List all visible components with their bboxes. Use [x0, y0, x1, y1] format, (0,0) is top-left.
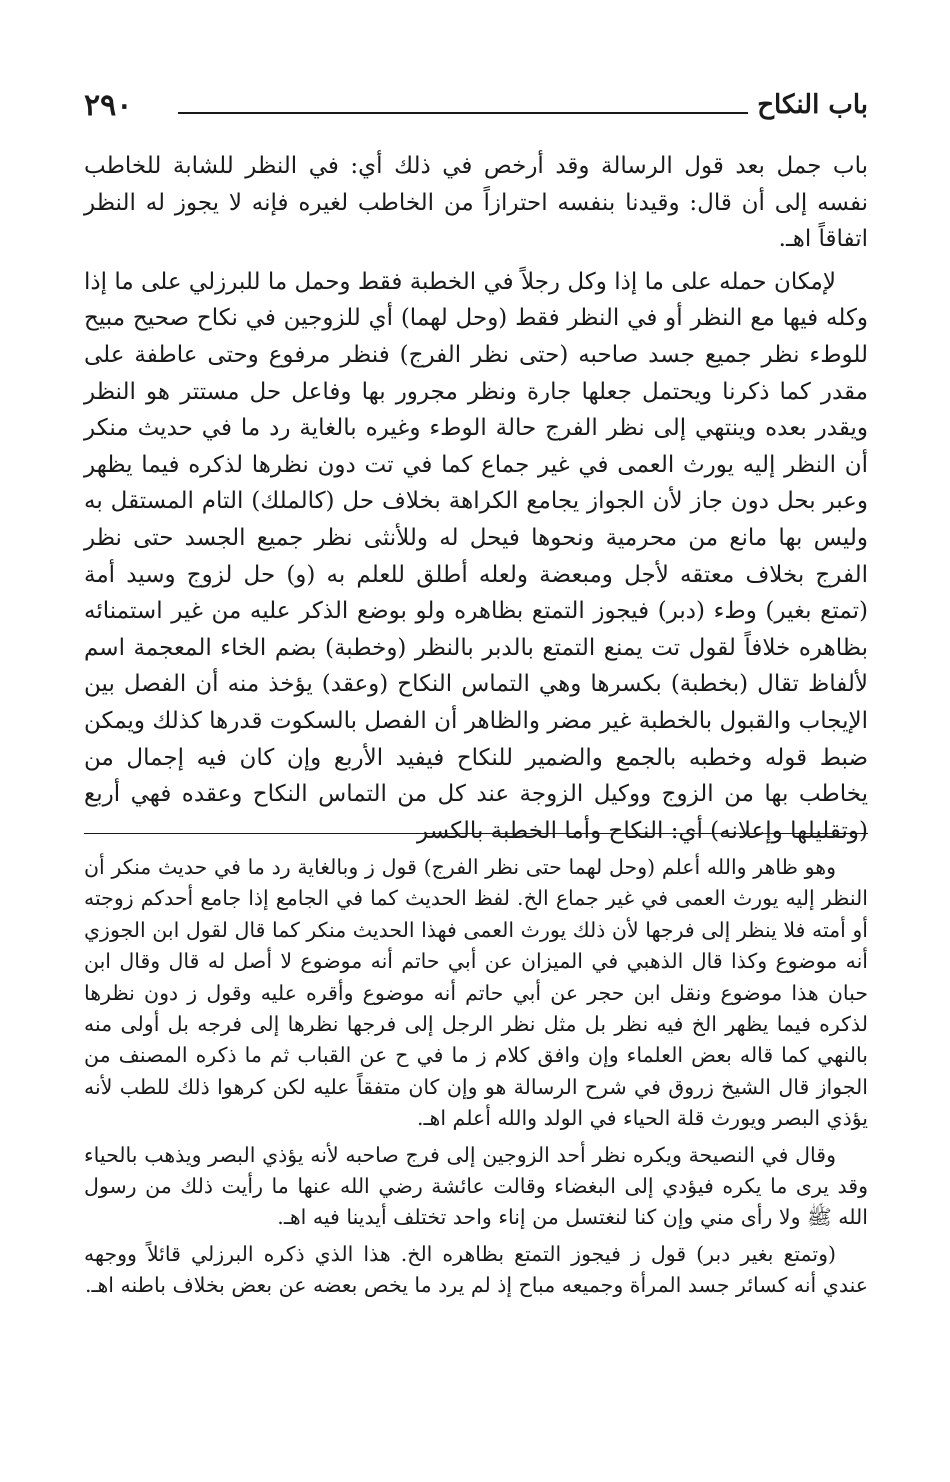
footnote-paragraph: وقال في النصيحة ويكره نظر أحد الزوجين إلى فرج صاحبه لأنه يؤذي البصر ويذهب بالحياء وقد يرى ما يكره فيؤدي إلى البغضاء وقالت عائشة رضي الله عنها ما رأيت ذلك من رسول الله ﷺ ولا رأى مني وإن كنا لنغتسل من إناء واحد تختلف أيدينا فيه اهـ.	[84, 1142, 868, 1230]
page-number: ٢٩٠	[84, 88, 133, 123]
page-header	[84, 86, 868, 130]
header-rule	[178, 112, 748, 114]
footnote-paragraph: وهو ظاهر والله أعلم (وحل لهما حتى نظر الفرج) قول ز وبالغاية رد ما في حديث منكر أن النظر إليه يورث العمى في غير جماع الخ. لفظ الحديث كما في الجامع إذا جامع أحدكم زوجته أو أمته فلا ينظر إلى فرجها لأن ذلك يورث العمى فهذا الحديث منكر كما قال لقول ابن الجوزي أنه موضوع وكذا قال الذهبي في الميزان عن أبي حاتم أنه موضوع لا أصل له قال وقال ابن حبان هذا موضوع ونقل ابن حجر عن أبي حاتم أنه موضوع وأقره عليه وقول ز دون نظرها لذكره فيما يظهر الخ فيه نظر بل مثل نظر الرجل إلى فرجها نظرها إلى فرجه بل أولى منه بالنهي كما قاله بعض العلماء وإن وافق كلام ز ما في ح عن القباب ثم ما ذكره المصنف من الجواز قال الشيخ زروق في شرح الرسالة هو وإن كان متفقاً عليه لكن كرهوا ذلك للطب لأنه يؤذي البصر ويورث قلة الحياء في الولد والله أعلم اهـ.	[84, 855, 868, 1131]
chapter-title: باب النكاح	[757, 90, 868, 120]
footnotes	[84, 852, 868, 1307]
footnote-separator	[84, 833, 868, 834]
main-text	[84, 148, 868, 855]
main-paragraph: باب جمل بعد قول الرسالة وقد أرخص في ذلك أي: في النظر للشابة للخاطب نفسه إلى أن قال: وقيدنا بنفسه احترازاً من الخاطب لغيره فإنه لا يجوز له النظر اتفاقاً اهـ.	[84, 153, 868, 253]
main-paragraph: لإمكان حمله على ما إذا وكل رجلاً في الخطبة فقط وحمل ما للبرزلي على ما إذا وكله فيها مع النظر أو في النظر فقط (وحل لهما) أي للزوجين في نكاح صحيح مبيح للوطء نظر جميع جسد صاحبه (حتى نظر الفرج) فنظر مرفوع وحتى عاطفة على مقدر كما ذكرنا ويحتمل جعلها جارة ونظر مجرور بها وفاعل حل مستتر هو النظر ويقدر بعده وينتهي إلى نظر الفرج حالة الوطء وغيره بالغاية رد ما في حديث منكر أن النظر إليه يورث العمى في غير جماع كما في تت دون نظرها لذكره فيما يظهر وعبر بحل دون جاز لأن الجواز يجامع الكراهة بخلاف حل (كالملك) التام المستقل به وليس بها مانع من محرمية ونحوها فيحل له وللأنثى نظر جميع الجسد حتى نظر الفرج بخلاف معتقه لأجل ومبعضة ولعله أطلق للعلم به (و) حل لزوج وسيد أمة (تمتع بغير) وطء (دبر) فيجوز التمتع بظاهره ولو بوضع الذكر عليه من غير استمنائه بظاهره خلافاً لقول تت يمنع التمتع بالدبر بالنظر (وخطبة) بضم الخاء المعجمة اسم لألفاظ تقال (بخطبة) بكسرها وهي التماس النكاح (وعقد) يؤخذ منه أن الفصل بين الإيجاب والقبول بالخطبة غير مضر والظاهر أن الفصل بالسكوت قدرها كذلك ويمكن ضبط قوله وخطبه بالجمع والضمير للنكاح فيفيد الأربع وإن كان فيه إجمال من يخاطب بها من الزوج ووكيل الزوجة عند كل من التماس النكاح وعقده فهي أربع (وتقليلها وإعلانه) أي: النكاح وأما الخطبة بالكسر	[84, 268, 868, 844]
footnote-paragraph: (وتمتع بغير دبر) قول ز فيجوز التمتع بظاهره الخ. هذا الذي ذكره البرزلي قائلاً ووجهه عندي أنه كسائر جسد المرأة وجميعه مباح إذ لم يرد ما يخص بعضه عن بعض بخلاف باطنه اهـ.	[84, 1241, 868, 1298]
